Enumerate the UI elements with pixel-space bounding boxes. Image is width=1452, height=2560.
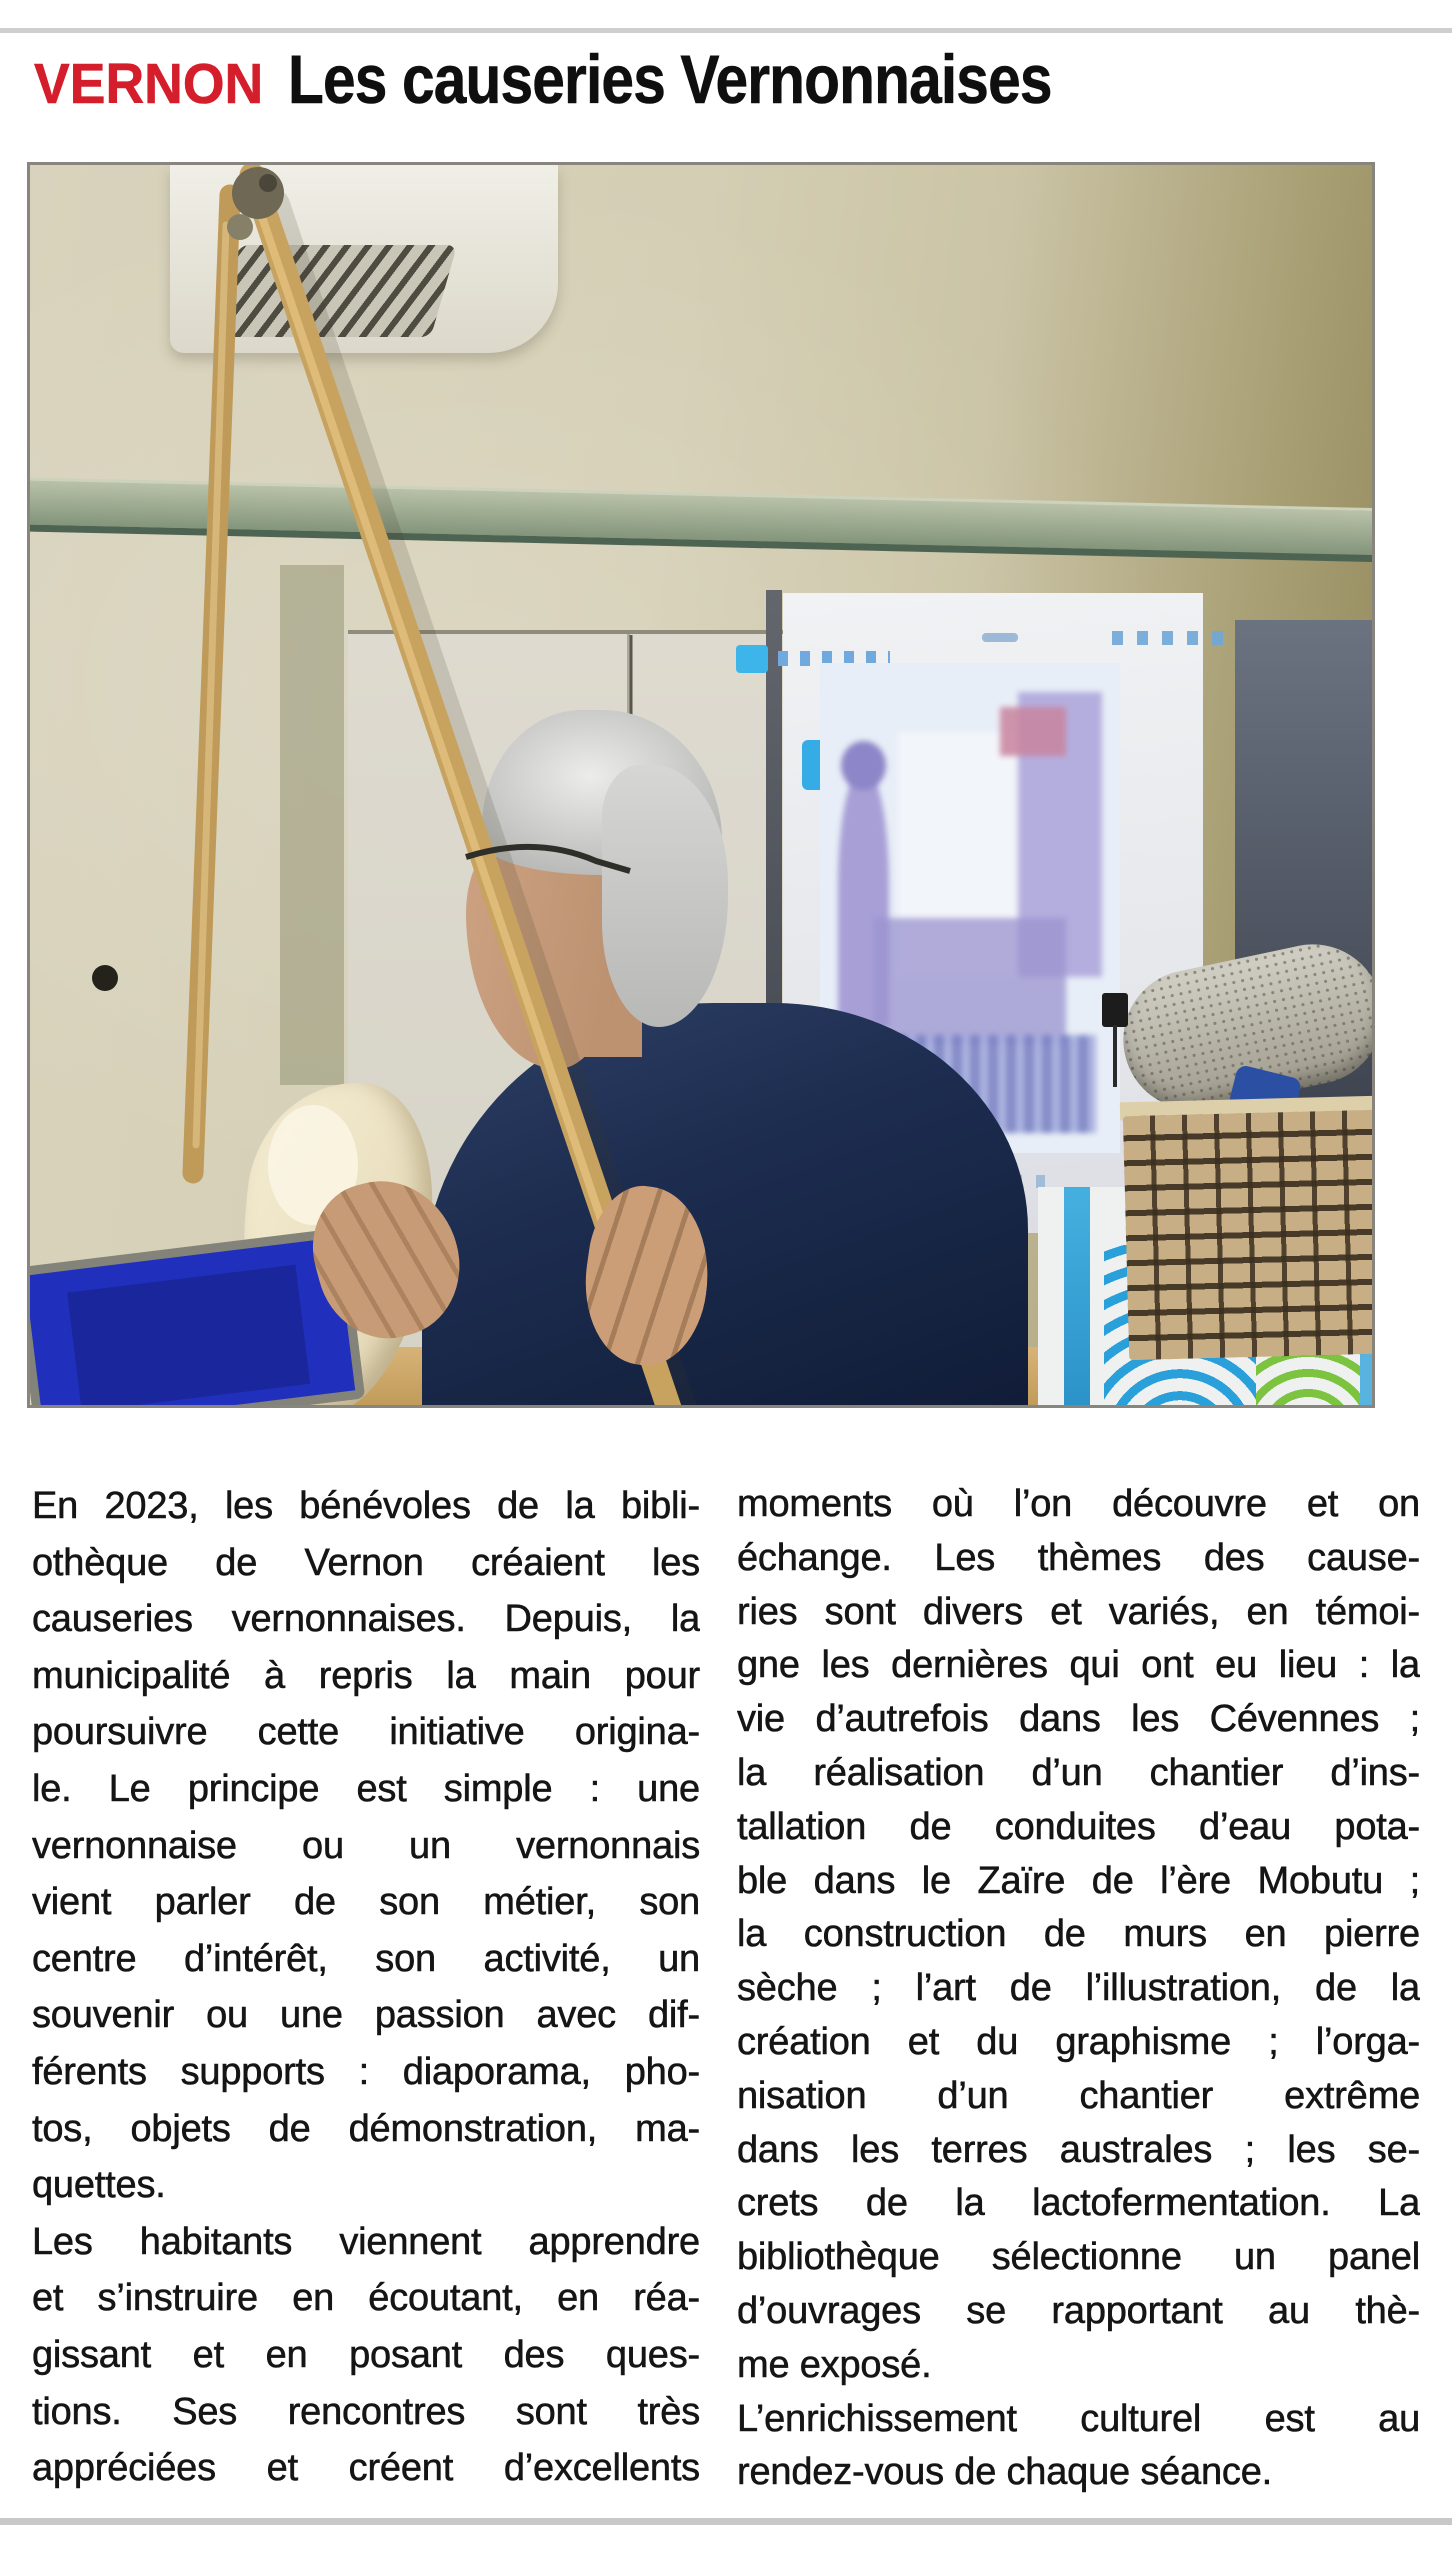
text-column-right xyxy=(737,1478,1420,2500)
text-line: rendez-vous de chaque séance. xyxy=(737,2451,1273,2494)
text-line: le. Le principe est simple : une xyxy=(32,1767,700,1810)
text-line: gissant et en posant des ques- xyxy=(32,2333,700,2376)
pole-metal-joint xyxy=(232,167,284,219)
text-line: bibliothèque sélectionne un panel xyxy=(737,2236,1420,2279)
text-line: d’ouvrages se rapportant au thè- xyxy=(737,2289,1420,2332)
text-line: nisation d’un chantier extrême xyxy=(737,2074,1420,2117)
wooden-pole-overlay xyxy=(30,165,1375,1408)
text-line: poursuivre cette initiative origina- xyxy=(32,1711,700,1754)
bottom-divider xyxy=(0,2518,1452,2525)
text-line: tions. Ses rencontres sont très xyxy=(32,2390,700,2433)
text-line: échange. Les thèmes des cause- xyxy=(737,1536,1420,1579)
text-line: En 2023, les bénévoles de la bibli- xyxy=(32,1485,700,1527)
text-line: création et du graphisme ; l’orga- xyxy=(737,2020,1420,2063)
text-line: sèche ; l’art de l’illustration, de la xyxy=(737,1967,1420,2010)
article-photo xyxy=(27,162,1375,1408)
text-line: souvenir ou une passion avec dif- xyxy=(32,1994,700,2037)
text-line: moments où l’on découvre et on xyxy=(737,1483,1420,1525)
text-line: férents supports : diaporama, pho- xyxy=(32,2050,700,2093)
headline xyxy=(34,40,1186,150)
text-line: crets de la lactofermentation. La xyxy=(737,2182,1420,2225)
text-line: appréciées et créent d’excellents xyxy=(32,2447,700,2490)
text-line: ries sont divers et variés, en témoi- xyxy=(737,1590,1420,1633)
text-line: causeries vernonnaises. Depuis, la xyxy=(32,1598,700,1641)
text-line: la réalisation d’un chantier d’ins- xyxy=(737,1751,1420,1794)
laptop-screen xyxy=(67,1265,310,1408)
text-line: vient parler de son métier, son xyxy=(32,1881,700,1924)
text-line: centre d’intérêt, son activité, un xyxy=(32,1937,700,1980)
text-line: dans les terres australes ; les se- xyxy=(737,2128,1420,2171)
text-line: gne les dernières qui ont eu lieu : la xyxy=(737,1644,1420,1687)
text-line: municipalité à repris la main pour xyxy=(32,1654,700,1697)
text-line: me exposé. xyxy=(737,2343,932,2386)
headline-kicker: VERNON xyxy=(34,52,264,116)
top-divider xyxy=(0,28,1452,33)
text-line: vie d’autrefois dans les Cévennes ; xyxy=(737,1698,1420,1741)
text-line: la construction de murs en pierre xyxy=(737,1913,1420,1956)
text-line: ble dans le Zaïre de l’ère Mobutu ; xyxy=(737,1859,1420,1902)
text-line: Les habitants viennent apprendre xyxy=(32,2220,700,2263)
text-line: et s’instruire en écoutant, en réa- xyxy=(32,2277,700,2320)
text-line: L’enrichissement culturel est au xyxy=(737,2397,1420,2440)
text-line: quettes. xyxy=(32,2164,166,2207)
text-line: tos, objets de démonstration, ma- xyxy=(32,2107,700,2150)
text-line: tallation de conduites d’eau pota- xyxy=(737,1805,1420,1848)
text-line: vernonnaise ou un vernonnais xyxy=(32,1824,700,1867)
text-line: othèque de Vernon créaient les xyxy=(32,1541,700,1584)
headline-title: Les causeries Vernonnaises xyxy=(287,41,1052,118)
text-column-left xyxy=(32,1478,700,2497)
